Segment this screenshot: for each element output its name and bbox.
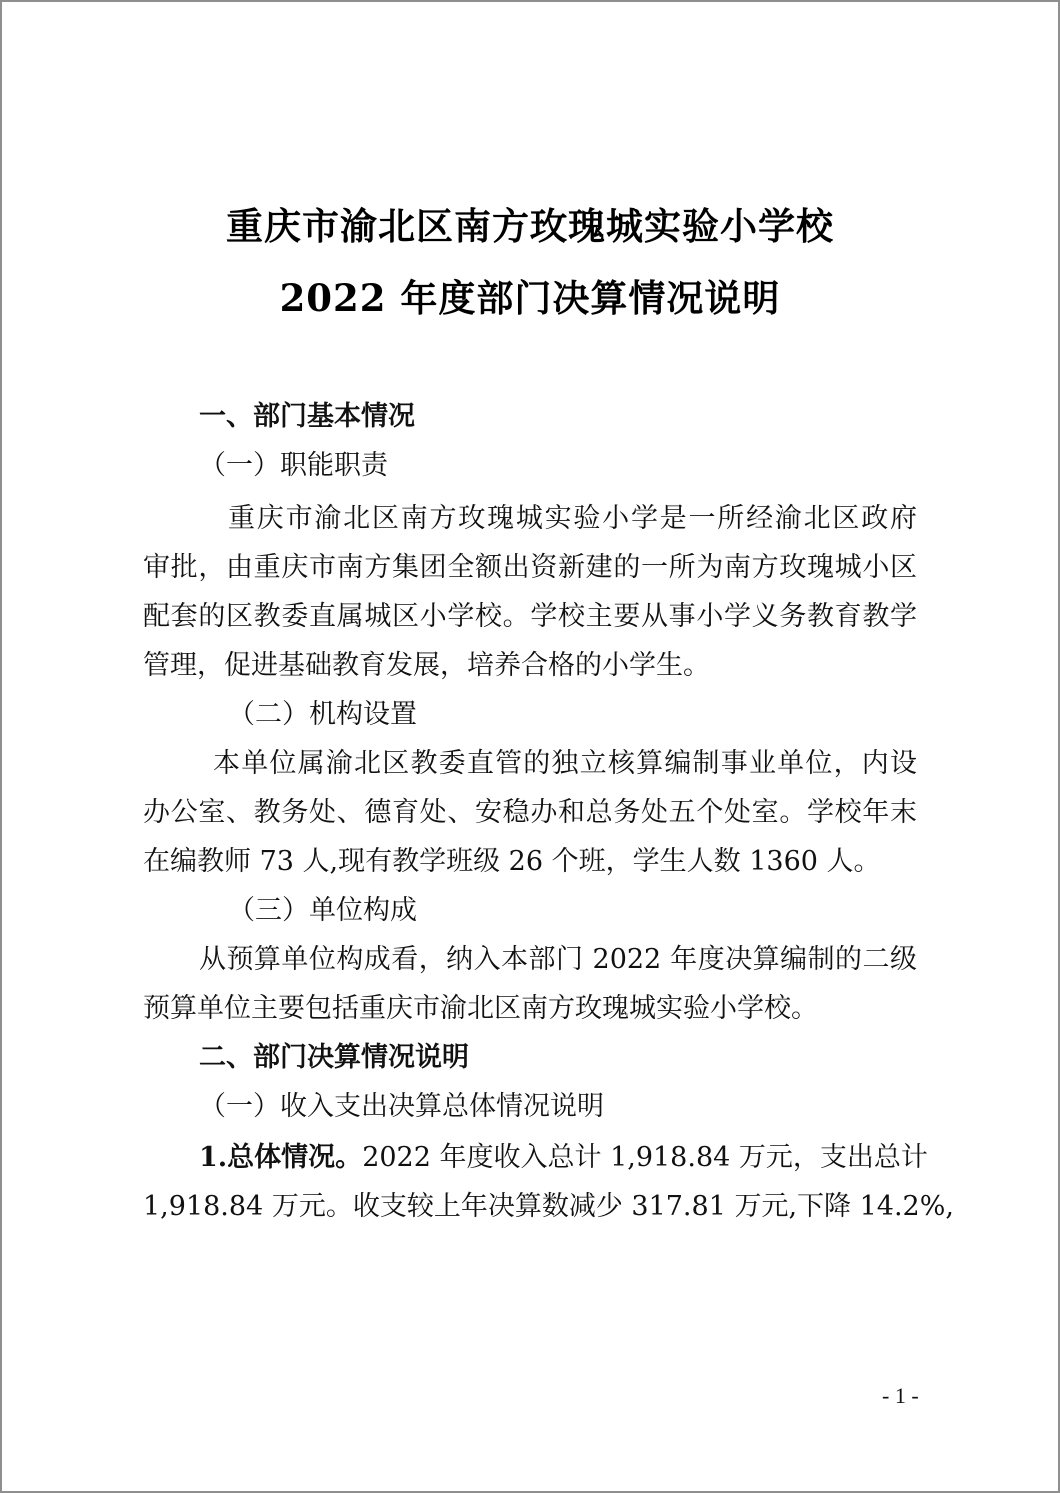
- paragraph-line: 办公室、教务处、德育处、安稳办和总务处五个处室。学校年末: [143, 797, 917, 828]
- section-heading-final-accounts: 二、部门决算情况说明: [199, 1042, 469, 1073]
- document-title: 重庆市渝北区南方玫瑰城实验小学校: [226, 204, 834, 248]
- subsection-heading-income-expenditure: （一）收入支出决算总体情况说明: [199, 1091, 604, 1122]
- subsection-heading-organization: （二）机构设置: [228, 699, 417, 730]
- subsection-heading-functions: （一）职能职责: [199, 450, 388, 481]
- paragraph-line: 本单位属渝北区教委直管的独立核算编制事业单位，内设: [213, 748, 917, 779]
- subsection-heading-composition: （三）单位构成: [228, 895, 417, 926]
- paragraph-line: 1,918.84 万元。收支较上年决算数减少 317.81 万元,下降 14.2%,: [143, 1191, 954, 1222]
- paragraph-line: [199, 1141, 928, 1175]
- paragraph-text: 2022 年度收入总计 1,918.84 万元，支出总计: [362, 1142, 928, 1173]
- paragraph-line: 审批，由重庆市南方集团全额出资新建的一所为南方玫瑰城小区: [143, 552, 917, 583]
- paragraph-line: 配套的区教委直属城区小学校。学校主要从事小学义务教育教学: [143, 601, 917, 632]
- page-number: - 1 -: [882, 1383, 919, 1408]
- paragraph-line: 管理，促进基础教育发展，培养合格的小学生。: [143, 650, 710, 681]
- paragraph-line: 预算单位主要包括重庆市渝北区南方玫瑰城实验小学校。: [143, 993, 818, 1024]
- paragraph-line: 在编教师 73 人,现有教学班级 26 个班，学生人数 1360 人。: [143, 846, 881, 877]
- document-subtitle: 2022 年度部门决算情况说明: [279, 276, 781, 320]
- section-heading-basic-info: 一、部门基本情况: [199, 401, 415, 432]
- paragraph-lead: 1.总体情况。: [199, 1142, 363, 1173]
- paragraph-line: 从预算单位构成看，纳入本部门 2022 年度决算编制的二级: [199, 944, 917, 975]
- paragraph-line: 重庆市渝北区南方玫瑰城实验小学是一所经渝北区政府: [228, 503, 917, 534]
